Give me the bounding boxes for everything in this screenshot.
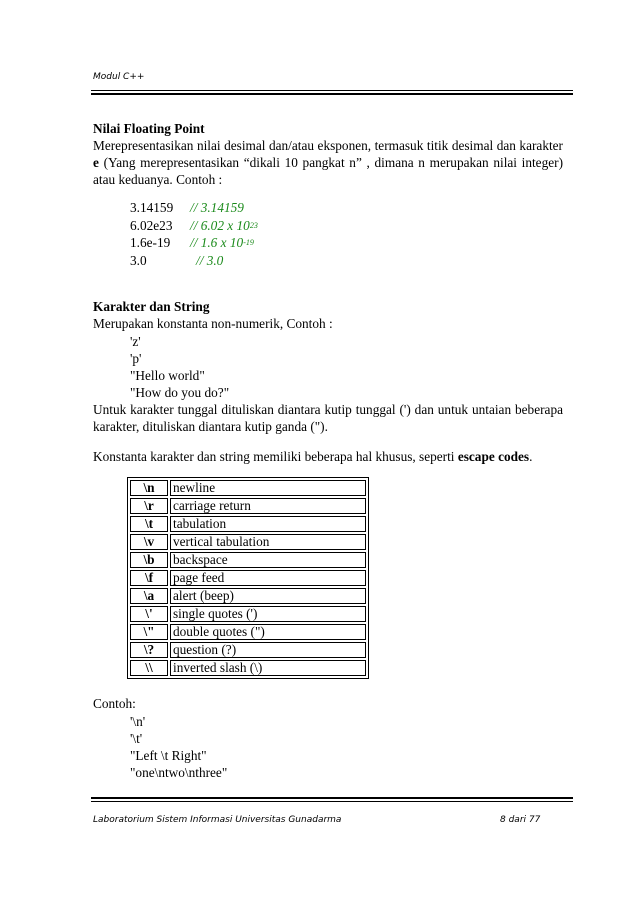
header-rule-thin [91, 90, 573, 91]
comment-text: // 6.02 x 10 [190, 217, 250, 233]
escape-code: \v [130, 534, 168, 550]
floating-example-row [130, 217, 563, 235]
contoh-example: '\t' [130, 731, 143, 746]
escape-row [130, 552, 366, 568]
escape-code: \" [130, 624, 168, 640]
escape-description: double quotes (") [170, 624, 366, 640]
string-heading: Karakter dan String [93, 299, 210, 314]
example-comment [190, 234, 254, 252]
string-example: 'z' [130, 334, 141, 349]
floating-desc-part: (Yang merepresentasikan “dikali 10 pangkat n” , dimana n merupakan nilai integer) atau keduanya. Contoh : [93, 155, 563, 187]
floating-example-row [130, 234, 563, 252]
example-comment [190, 199, 244, 217]
escape-row [130, 606, 366, 622]
floating-example-row [130, 199, 563, 217]
comment-exponent: -19 [243, 238, 254, 247]
escape-row [130, 588, 366, 604]
escape-description: page feed [170, 570, 366, 586]
string-example: 'p' [130, 351, 142, 366]
footer-rule-thick [91, 797, 573, 799]
contoh-example: "Left \t Right" [130, 748, 207, 763]
escape-intro-text: Konstanta karakter dan string memiliki beberapa hal khusus, seperti [93, 449, 458, 464]
example-comment [190, 217, 258, 235]
escape-row [130, 480, 366, 496]
example-value: 6.02e23 [130, 217, 173, 233]
example-value: 3.0 [130, 252, 147, 268]
example-comment [196, 252, 223, 270]
escape-code: \\ [130, 660, 168, 676]
contoh-example: '\n' [130, 714, 146, 729]
string-examples [130, 333, 563, 401]
example-value: 1.6e-19 [130, 235, 171, 250]
escape-description: carriage return [170, 498, 366, 514]
escape-intro [93, 448, 563, 465]
escape-description: vertical tabulation [170, 534, 366, 550]
escape-code: \b [130, 552, 168, 568]
floating-desc-bold: e [93, 155, 99, 170]
escape-row [130, 498, 366, 514]
escape-row [130, 534, 366, 550]
floating-description [93, 137, 563, 188]
escape-row [130, 516, 366, 532]
contoh-examples [130, 713, 563, 781]
escape-code: \? [130, 642, 168, 658]
escape-row [130, 570, 366, 586]
string-example: "How do you do?" [130, 385, 230, 400]
footer-rule-thin [91, 801, 573, 802]
header-rule-thick [91, 93, 573, 95]
string-intro: Merupakan konstanta non-numerik, Contoh : [93, 316, 333, 331]
escape-code: \a [130, 588, 168, 604]
escape-row [130, 660, 366, 676]
contoh-example: "one\ntwo\nthree" [130, 765, 228, 780]
escape-codes-table [127, 477, 369, 679]
footer-institution: Laboratorium Sistem Informasi Universitas Gunadarma [93, 815, 342, 825]
floating-desc-part: Merepresentasikan nilai desimal dan/atau eksponen, termasuk titik desimal dan karakter [93, 138, 563, 153]
page-content [93, 120, 563, 781]
escape-description: inverted slash (\) [170, 660, 366, 676]
escape-row [130, 642, 366, 658]
escape-code: \n [130, 480, 168, 496]
escape-intro-end: . [529, 449, 533, 464]
comment-text: // 1.6 x 10 [190, 235, 244, 250]
escape-code: \f [130, 570, 168, 586]
escape-description: alert (beep) [170, 588, 366, 604]
escape-code: \r [130, 498, 168, 514]
string-paragraph: Untuk karakter tunggal dituliskan diantara kutip tunggal (') dan untuk untaian beberapa karakter, dituliskan diantara kutip ganda ("). [93, 402, 563, 434]
escape-description: tabulation [170, 516, 366, 532]
escape-description: question (?) [170, 642, 366, 658]
escape-intro-bold: escape codes [457, 449, 530, 464]
floating-heading: Nilai Floating Point [93, 121, 205, 136]
floating-example-row [130, 252, 563, 270]
escape-description: backspace [170, 552, 366, 568]
escape-row [130, 624, 366, 640]
comment-exponent: 23 [249, 220, 258, 230]
escape-code: \t [130, 516, 168, 532]
string-example: "Hello world" [130, 368, 205, 383]
comment-text: // 3.0 [196, 252, 224, 268]
footer-page-number: 8 dari 77 [500, 815, 541, 825]
escape-description: newline [170, 480, 366, 496]
escape-table-body [130, 480, 366, 676]
example-value: 3.14159 [130, 200, 174, 215]
header-title: Modul C++ [93, 72, 145, 82]
escape-code: \' [130, 606, 168, 622]
escape-description: single quotes (') [170, 606, 366, 622]
contoh-label: Contoh: [93, 696, 136, 711]
comment-text: // 3.14159 [190, 200, 244, 215]
floating-examples [130, 199, 563, 269]
